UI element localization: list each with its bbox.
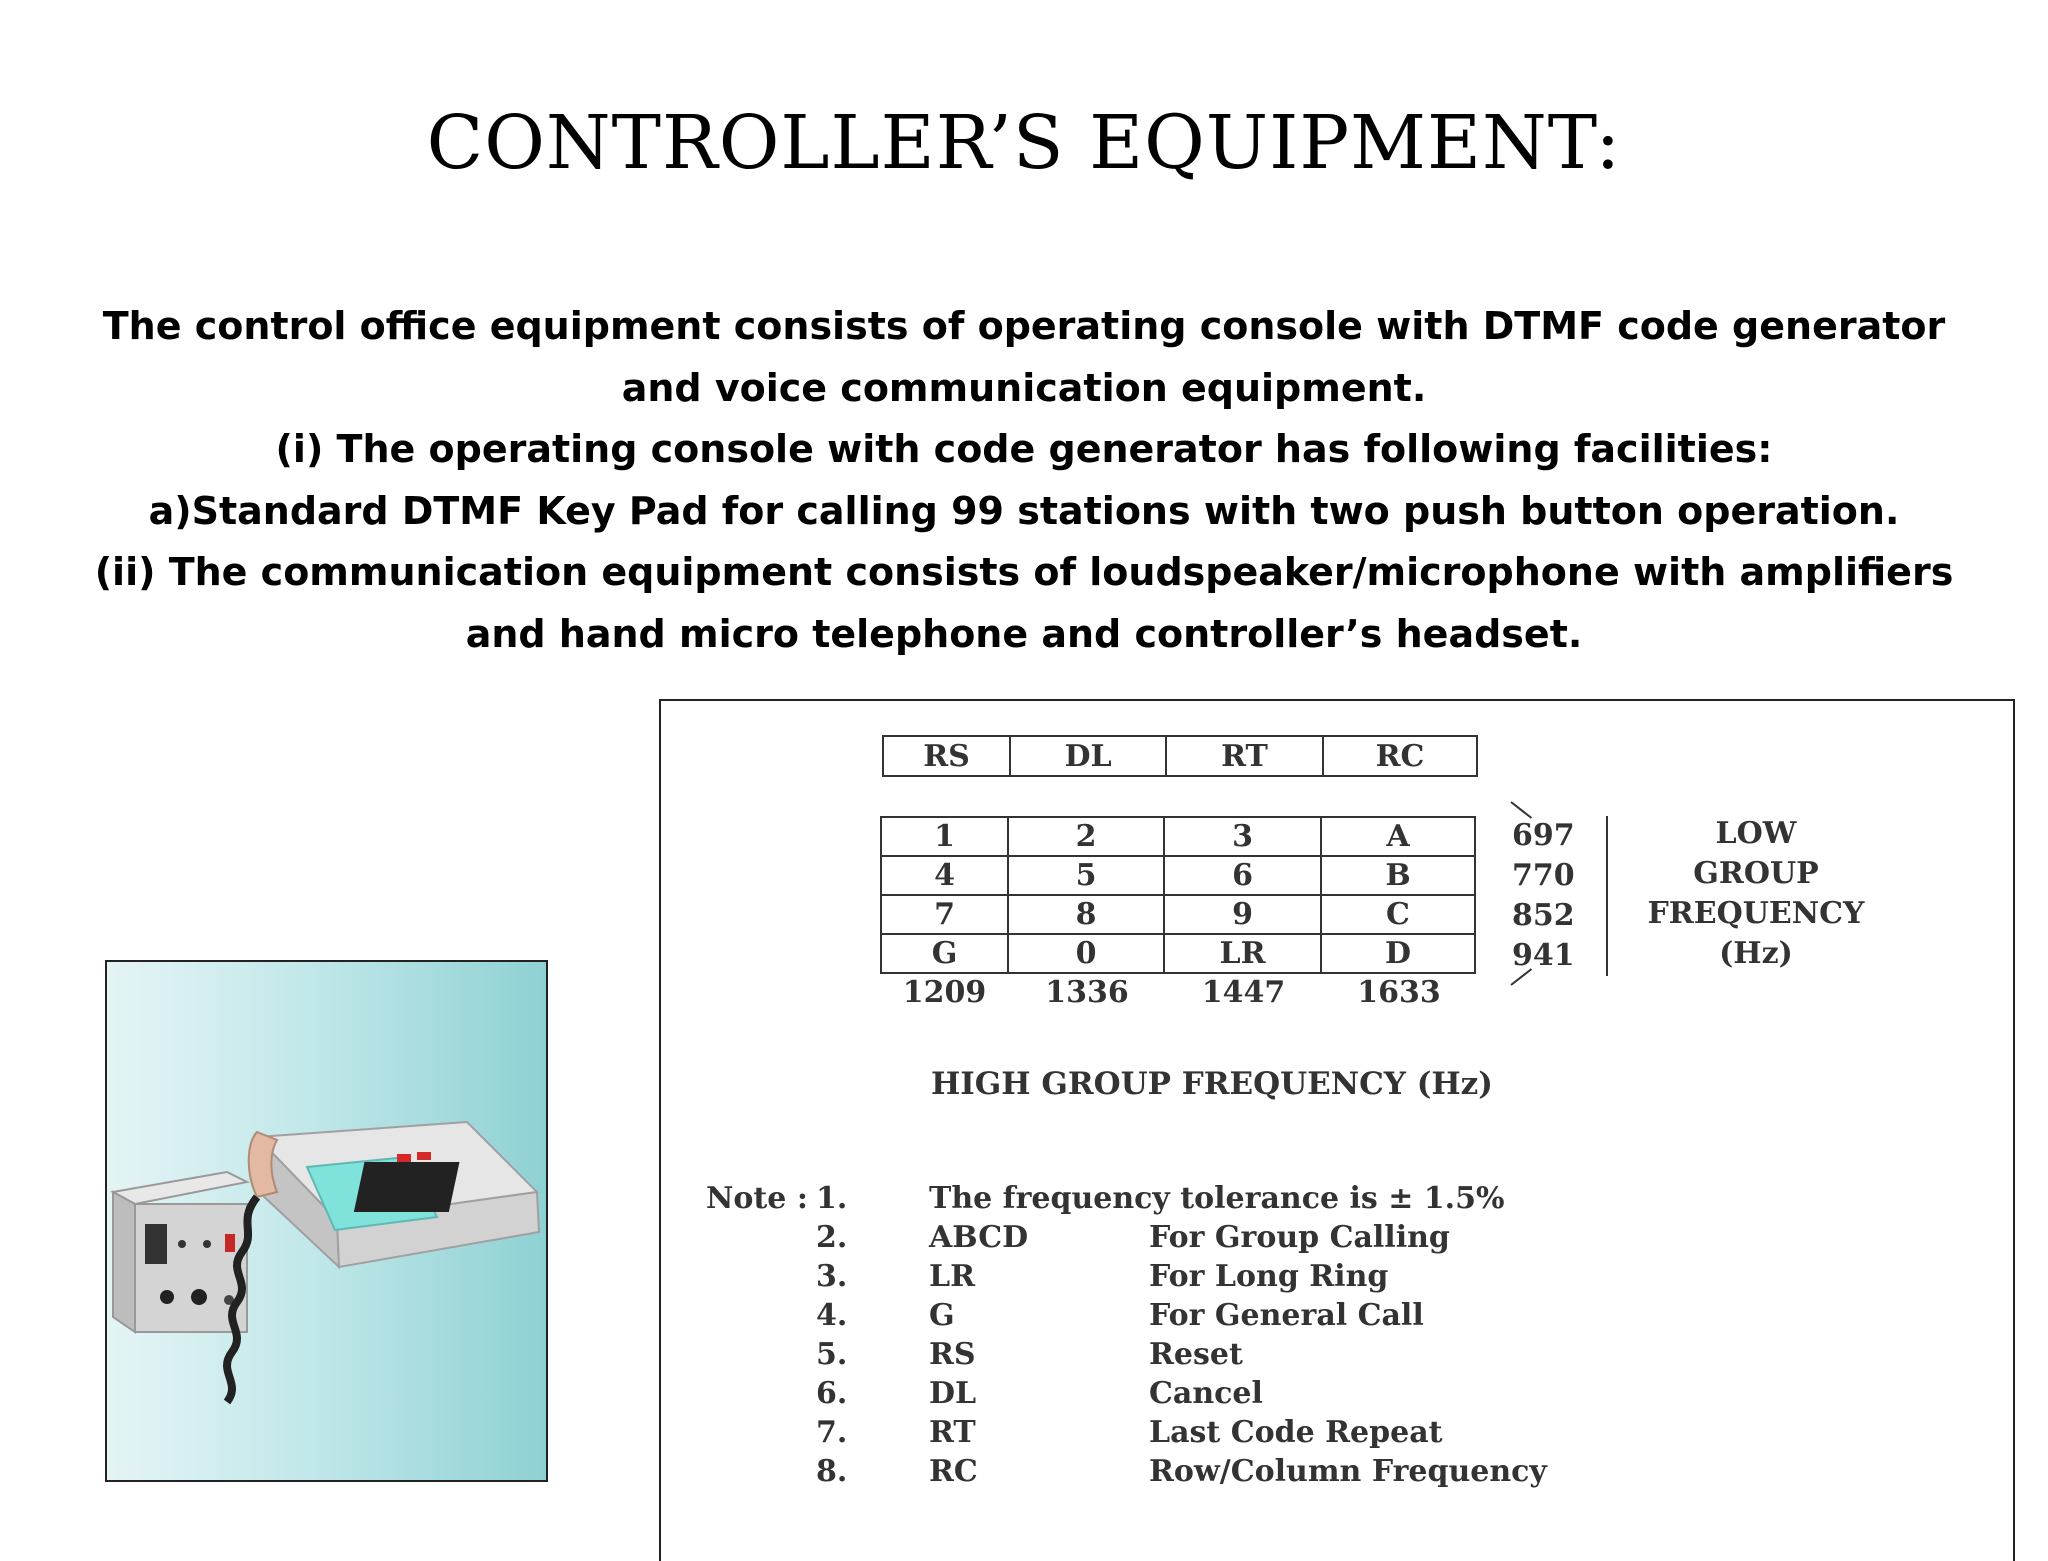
key-cell: RT: [1166, 736, 1323, 776]
note-code: G: [929, 1298, 955, 1333]
high-frequency-value: 1336: [1045, 975, 1129, 1010]
function-key-table: [882, 735, 1478, 777]
key-cell: 7: [881, 895, 1008, 934]
dtmf-figure: [659, 699, 2015, 1561]
amplifier-knob: [203, 1240, 211, 1248]
key-cell: 5: [1008, 856, 1164, 895]
keypad-table: [880, 816, 1476, 974]
equipment-photo: [105, 960, 548, 1482]
key-cell: 0: [1008, 934, 1164, 973]
low-group-label: [1641, 814, 1871, 974]
note-number: 5.: [816, 1337, 848, 1372]
key-cell: B: [1321, 856, 1475, 895]
low-frequency-value: 770: [1512, 858, 1575, 893]
keypad-row: [881, 895, 1475, 934]
note-code: RT: [929, 1415, 976, 1450]
note-number: 2.: [816, 1220, 848, 1255]
key-cell: G: [881, 934, 1008, 973]
high-frequency-value: 1633: [1357, 975, 1441, 1010]
high-frequency-value: 1209: [902, 975, 987, 1010]
high-frequency-value: 1447: [1201, 975, 1286, 1010]
low-group-label-line: (Hz): [1719, 936, 1793, 971]
key-cell: RC: [1323, 736, 1477, 776]
keypad-row: [881, 856, 1475, 895]
key-cell: 4: [881, 856, 1008, 895]
note-code: ABCD: [929, 1220, 1029, 1255]
low-frequency-value: 852: [1512, 898, 1575, 933]
body-line: and voice communication equipment.: [621, 365, 1427, 410]
key-cell: 1: [881, 817, 1008, 856]
high-frequency-row: [880, 975, 1476, 1010]
note-text: The frequency tolerance is ± 1.5%: [929, 1181, 1505, 1216]
note-code: RC: [929, 1454, 978, 1489]
note-description: Last Code Repeat: [1149, 1415, 1443, 1450]
body-line: The control office equipment consists of operating console with DTMF code generator: [102, 304, 1946, 348]
note-description: Row/Column Frequency: [1149, 1454, 1547, 1489]
amplifier-jack: [160, 1290, 174, 1304]
amplifier-side: [113, 1192, 135, 1332]
high-group-label: HIGH GROUP FREQUENCY (Hz): [931, 1066, 1493, 1102]
note-code: LR: [929, 1259, 976, 1294]
key-cell: C: [1321, 895, 1475, 934]
note-description: For Long Ring: [1149, 1259, 1389, 1294]
key-cell: A: [1321, 817, 1475, 856]
key-cell: 2: [1008, 817, 1164, 856]
amplifier-switch: [225, 1234, 235, 1252]
key-cell: 3: [1164, 817, 1321, 856]
keypad-row: [881, 934, 1475, 973]
note-prefix: Note :: [706, 1181, 808, 1216]
key-cell: RS: [883, 736, 1010, 776]
low-frequency-value: 697: [1512, 818, 1575, 853]
console-keypad: [354, 1162, 460, 1212]
note-number: 3.: [816, 1259, 848, 1294]
console-key-red: [397, 1154, 411, 1162]
key-cell: D: [1321, 934, 1475, 973]
key-cell: 8: [1008, 895, 1164, 934]
key-cell: LR: [1164, 934, 1321, 973]
low-group-label-line: GROUP: [1693, 856, 1819, 891]
key-cell: DL: [1010, 736, 1166, 776]
slide-body: [40, 296, 2008, 665]
note-number: 8.: [816, 1454, 848, 1489]
note-number: 7.: [816, 1415, 848, 1450]
amplifier-terminal: [145, 1224, 167, 1264]
note-description: For General Call: [1149, 1298, 1424, 1333]
note-number: 1.: [816, 1181, 848, 1216]
low-group-label-line: FREQUENCY: [1647, 896, 1865, 931]
note-code: RS: [929, 1337, 976, 1372]
body-line: (ii) The communication equipment consists of loudspeaker/microphone with amplifiers: [94, 550, 1954, 594]
low-group-bracket: [1606, 816, 1608, 976]
low-group-label-line: LOW: [1715, 816, 1797, 851]
low-frequency-value: 941: [1512, 938, 1575, 973]
note-description: Cancel: [1149, 1376, 1263, 1411]
key-cell: 6: [1164, 856, 1321, 895]
body-line: a)Standard DTMF Key Pad for calling 99 stations with two push button operation.: [148, 488, 1900, 533]
body-line: and hand micro telephone and controller’s headset.: [465, 611, 1583, 656]
key-cell: 9: [1164, 895, 1321, 934]
note-description: For Group Calling: [1149, 1220, 1450, 1255]
body-line: (i) The operating console with code generator has following facilities:: [275, 427, 1773, 471]
note-number: 4.: [816, 1298, 848, 1333]
amplifier-knob: [178, 1240, 186, 1248]
note-description: Reset: [1149, 1337, 1243, 1372]
console-illustration: [107, 962, 546, 1480]
amplifier-jack: [191, 1289, 207, 1305]
low-frequency-values: [1512, 816, 1582, 976]
note-code: DL: [929, 1376, 977, 1411]
slide-title: CONTROLLER’S EQUIPMENT:: [426, 100, 1622, 186]
keypad-row: [881, 817, 1475, 856]
console-key-red: [417, 1152, 431, 1160]
amplifier-top: [113, 1172, 247, 1204]
note-number: 6.: [816, 1376, 848, 1411]
